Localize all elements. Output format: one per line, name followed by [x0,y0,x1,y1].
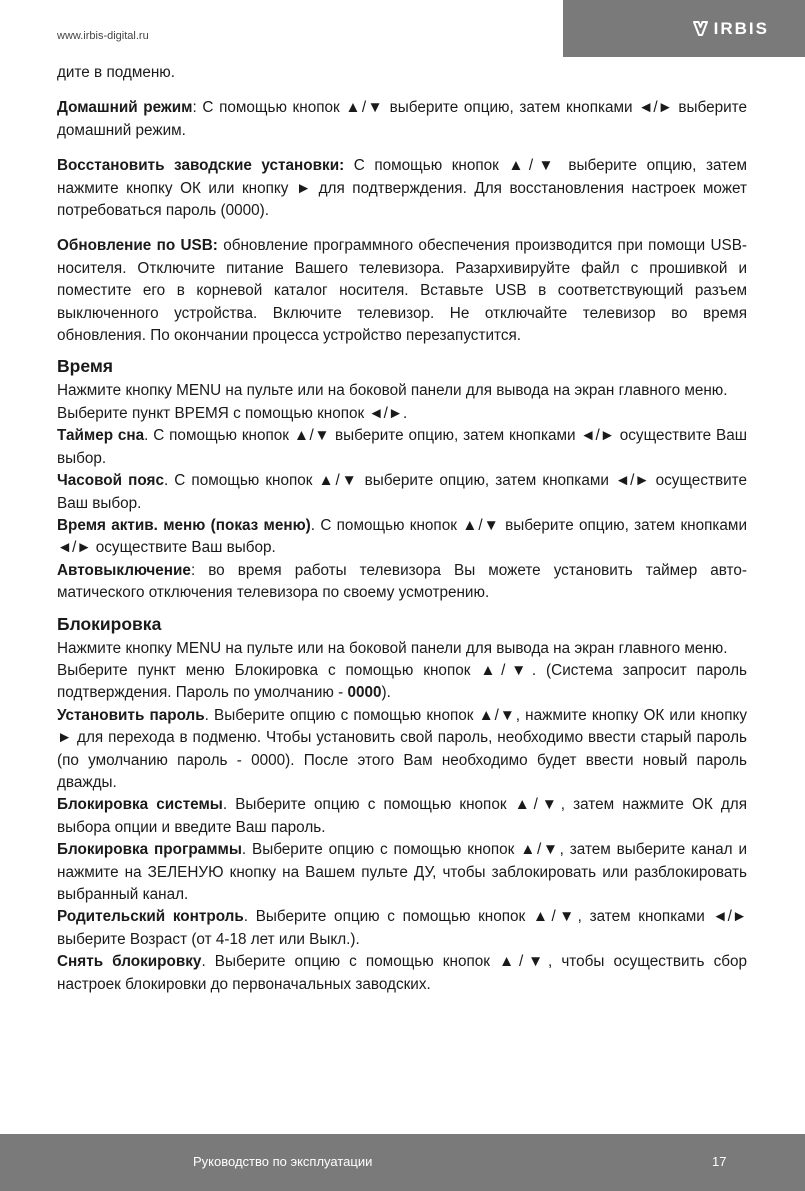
auto-off-paragraph [57,560,747,605]
lock-intro-menu: Нажмите кнопку MENU на пульте или на боковой панели для вывода на экран главного меню. [57,639,728,657]
program-lock-text: . Выберите опцию с помощью кнопок ▲/▼, затем выберите канал и нажмите на ЗЕЛЕНУЮ кнопку на Вашем пульте ДУ, чтобы заблокировать или разблокировать выбранный канал. [57,841,747,903]
factory-reset-paragraph [57,155,747,222]
system-lock-label: Блокировка системы [57,796,223,814]
parental-control-text: . Выберите опцию с помощью кнопок ▲/▼, затем кнопками ◄/► выберите Возраст (от 4-18 лет или Выкл.). [57,908,747,948]
unlock-text: . Выберите опцию с помощью кнопок ▲/▼, чтобы осуществить сбор настроек блокировки до первоначальных заводских. [57,953,747,993]
set-password-text: . Выберите опцию с помощью кнопок ▲/▼, нажмите кнопку ОК или кнопку ► для перехода в подменю. Чтобы установить свой пароль, необходимо ввести старый пароль (по умолчанию пароль - 0000). После этого Вам необходимо будет ввести новый пароль дважды. [57,706,747,791]
usb-update-paragraph [57,235,747,347]
parental-control-label: Родительский контроль [57,908,244,926]
time-zone-label: Часовой пояс [57,472,164,490]
time-zone-paragraph [57,470,747,515]
menu-time-paragraph [57,515,747,560]
brand-name: IRBIS [713,18,769,38]
unlock-label: Снять блокировку [57,953,202,971]
default-password: 0000 [347,684,382,702]
intro-tail: дите в подменю. [57,64,176,81]
time-zone-text: . С помощью кнопок ▲/▼ выберите опцию, затем кнопками ◄/► осуществите Ваш выбор. [57,472,747,512]
time-intro-select: Выберите пункт ВРЕМЯ с помощью кнопок ◄/►. [57,404,408,422]
system-lock-paragraph [57,794,747,839]
program-lock-label: Блокировка программы [57,841,242,859]
irbis-mark-icon [693,21,708,36]
usb-update-text: обновление программного обеспечения производится при помощи USB-носителя. Отключите питание Вашего телевизора. Разархивируйте файл с прошивкой и поместите его в корневой каталог носителя. Вставьте USB в соответствующий разъем выключенного устройства. Включите телевизор. Не отключайте телевизор во время обновления. По окончании процесса устройство перезапустится. [57,237,747,345]
brand-banner [563,0,805,57]
sleep-timer-text: . С помощью кнопок ▲/▼ выберите опцию, затем кнопками ◄/► осуществите Ваш выбор. [57,427,747,467]
lock-intro-text: Выберите пункт меню Блокировка с помощью кнопок ▲/▼. (Система запросит пароль подтверждения. Пароль по умолчанию - [57,661,747,702]
time-heading: Время [57,356,113,377]
home-mode-paragraph [57,97,747,142]
brand-logo [693,19,769,39]
system-lock-text: . Выберите опцию с помощью кнопок ▲/▼, затем нажмите ОК для выбора опции и введите Ваш пароль. [57,796,747,836]
time-intro-menu: Нажмите кнопку MENU на пульте или на боковой панели для вывода на экран главного меню. [57,382,728,400]
unlock-paragraph [57,951,747,996]
footer-title: Руководство по эксплуатации [193,1154,373,1169]
website-url: www.irbis-digital.ru [57,30,149,42]
home-mode-text: : С помощью кнопок ▲/▼ выберите опцию, затем кнопками ◄/► выберите домашний режим. [57,99,747,139]
set-password-label: Установить пароль [57,706,205,724]
lock-intro-select [57,660,747,705]
menu-time-text: . С помощью кнопок ▲/▼ выберите опцию, затем кнопками ◄/► осуществите Ваш выбор. [57,516,747,557]
parental-control-paragraph [57,906,747,951]
set-password-paragraph [57,705,747,795]
sleep-timer-label: Таймер сна [57,427,145,445]
page-footer [0,1134,805,1191]
sleep-timer-paragraph [57,425,747,470]
usb-update-label: Обновление по USB: [57,237,218,255]
auto-off-text: : во время работы телевизора Вы можете установить таймер автоматического отключения телевизора по своему усмотрению. [57,561,747,602]
page-content [57,62,747,996]
home-mode-label: Домашний режим [57,99,193,117]
auto-off-label: Автовыключение [57,561,191,579]
factory-reset-label: Восстановить заводские установки: [57,157,345,175]
program-lock-paragraph [57,839,747,906]
lock-intro-end: ). [381,684,391,702]
factory-reset-text: С помощью кнопок ▲/▼ выберите опцию, затем нажмите кнопку ОК или кнопку ► для подтверждения. Для восстановления настроек может потребоваться пароль (0000). [57,157,747,220]
menu-time-label: Время актив. меню (показ меню) [57,516,311,534]
page-number: 17 [712,1154,727,1169]
lock-heading: Блокировка [57,613,162,634]
